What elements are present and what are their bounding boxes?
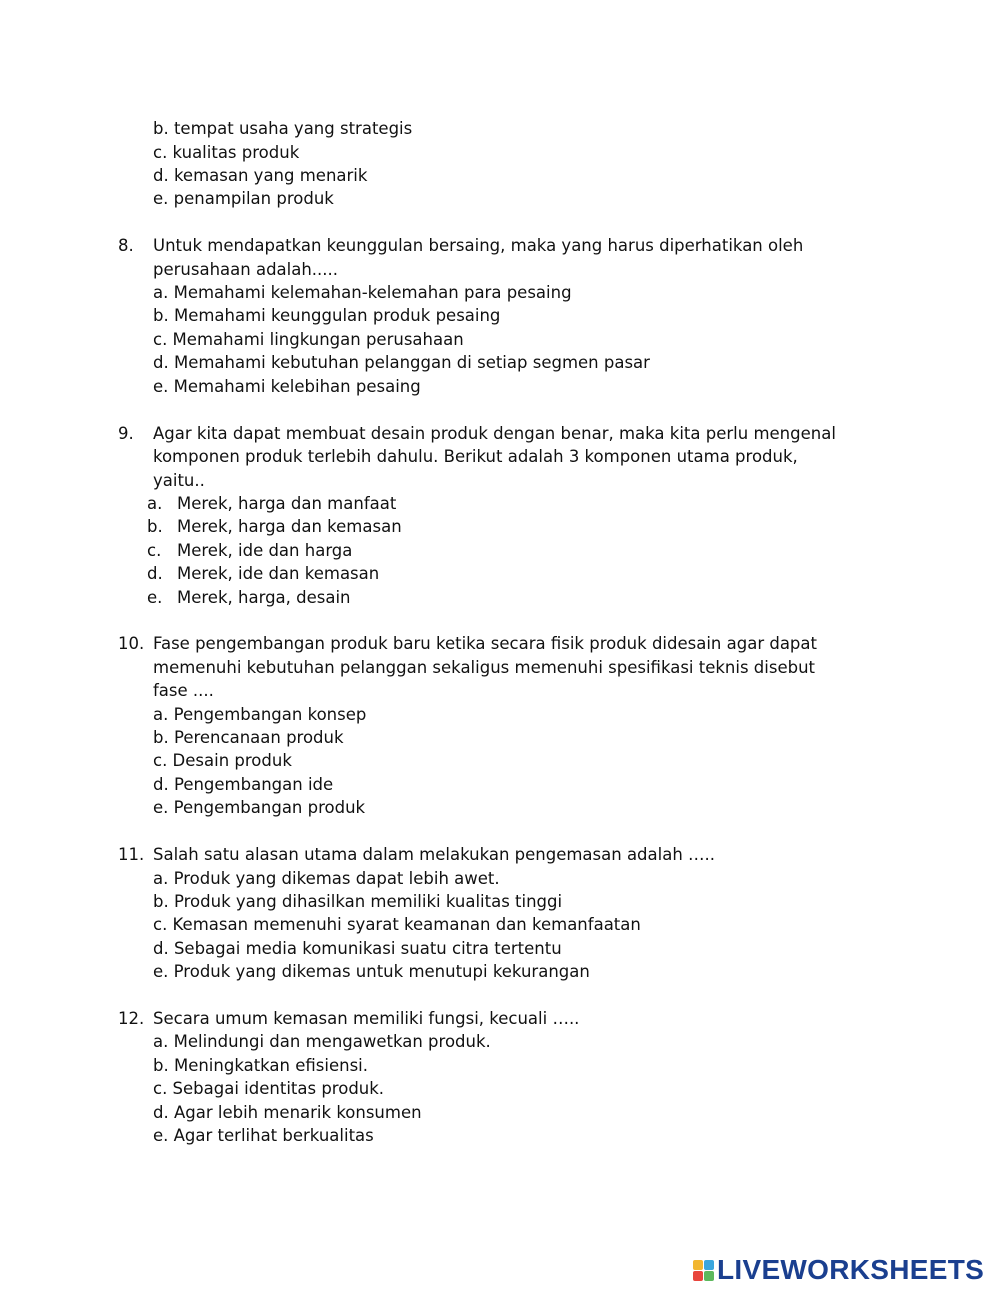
question-9-option-b-letter: b. [147,517,163,536]
question-8-option-e[interactable]: e. Memahami kelebihan pesaing [153,377,421,396]
question-9-option-c-letter: c. [147,541,162,560]
question-9-option-a[interactable]: Merek, harga dan manfaat [177,494,397,513]
question-12-option-a[interactable]: a. Melindungi dan mengawetkan produk. [153,1032,491,1051]
question-11-option-a[interactable]: a. Produk yang dikemas dapat lebih awet. [153,869,500,888]
question-10-option-e[interactable]: e. Pengembangan produk [153,798,366,817]
question-10-text-line-2: memenuhi kebutuhan pelanggan sekaligus memenuhi spesifikasi teknis disebut [153,658,816,677]
question-9-number: 9. [118,424,134,443]
question-11-number: 11. [118,845,145,864]
question-9-text-line-1: Agar kita dapat membuat desain produk dengan benar, maka kita perlu mengenal [153,424,836,443]
question-9-option-d-letter: d. [147,564,163,583]
question-8-text-line-1: Untuk mendapatkan keunggulan bersaing, maka yang harus diperhatikan oleh [153,236,804,255]
question-12-option-b[interactable]: b. Meningkatkan efisiensi. [153,1056,369,1075]
prev-question-option-b: b. tempat usaha yang strategis [153,119,413,138]
question-8-option-a[interactable]: a. Memahami kelemahan-kelemahan para pesaing [153,283,572,302]
question-10-option-a[interactable]: a. Pengembangan konsep [153,705,367,724]
question-9-option-b[interactable]: Merek, harga dan kemasan [177,517,402,536]
question-11-option-e[interactable]: e. Produk yang dikemas untuk menutupi kekurangan [153,962,590,981]
question-9-option-c[interactable]: Merek, ide dan harga [177,541,353,560]
question-9-option-e[interactable]: Merek, harga, desain [177,588,351,607]
question-9-text-line-2: komponen produk terlebih dahulu. Berikut adalah 3 komponen utama produk, [153,447,798,466]
question-11-option-b[interactable]: b. Produk yang dihasilkan memiliki kualitas tinggi [153,892,563,911]
prev-question-option-d: d. kemasan yang menarik [153,166,368,185]
question-9-option-a-letter: a. [147,494,163,513]
question-10-number: 10. [118,634,145,653]
question-10-text-line-3: fase .... [153,681,214,700]
question-8-option-b[interactable]: b. Memahami keunggulan produk pesaing [153,306,501,325]
question-8-option-d[interactable]: d. Memahami kebutuhan pelanggan di setiap segmen pasar [153,353,650,372]
question-8-number: 8. [118,236,134,255]
question-11-option-c[interactable]: c. Kemasan memenuhi syarat keamanan dan kemanfaatan [153,915,641,934]
prev-question-option-e: e. penampilan produk [153,189,334,208]
question-10-option-d[interactable]: d. Pengembangan ide [153,775,334,794]
question-12-option-c[interactable]: c. Sebagai identitas produk. [153,1079,385,1098]
question-8-text-line-2: perusahaan adalah..... [153,260,339,279]
liveworksheets-logo-icon [693,1260,714,1281]
question-11-text-line-1: Salah satu alasan utama dalam melakukan pengemasan adalah ….. [153,845,716,864]
question-12-number: 12. [118,1009,145,1028]
question-12-text-line-1: Secara umum kemasan memiliki fungsi, kecuali ….. [153,1009,580,1028]
question-12-option-e[interactable]: e. Agar terlihat berkualitas [153,1126,374,1145]
question-8-option-c[interactable]: c. Memahami lingkungan perusahaan [153,330,464,349]
liveworksheets-logo [693,1254,984,1286]
logo-square-i [704,1260,714,1270]
logo-square-v [693,1271,703,1281]
logo-square-l [693,1260,703,1270]
question-9-text-line-3: yaitu.. [153,471,205,490]
logo-square-e [704,1271,714,1281]
question-12-option-d[interactable]: d. Agar lebih menarik konsumen [153,1103,422,1122]
question-10-option-b[interactable]: b. Perencanaan produk [153,728,344,747]
prev-question-option-c: c. kualitas produk [153,143,300,162]
question-11-option-d[interactable]: d. Sebagai media komunikasi suatu citra tertentu [153,939,562,958]
question-9-option-e-letter: e. [147,588,163,607]
question-10-text-line-1: Fase pengembangan produk baru ketika secara fisik produk didesain agar dapat [153,634,817,653]
question-10-option-c[interactable]: c. Desain produk [153,751,292,770]
liveworksheets-logo-text: LIVEWORKSHEETS [717,1254,985,1285]
question-9-option-d[interactable]: Merek, ide dan kemasan [177,564,380,583]
